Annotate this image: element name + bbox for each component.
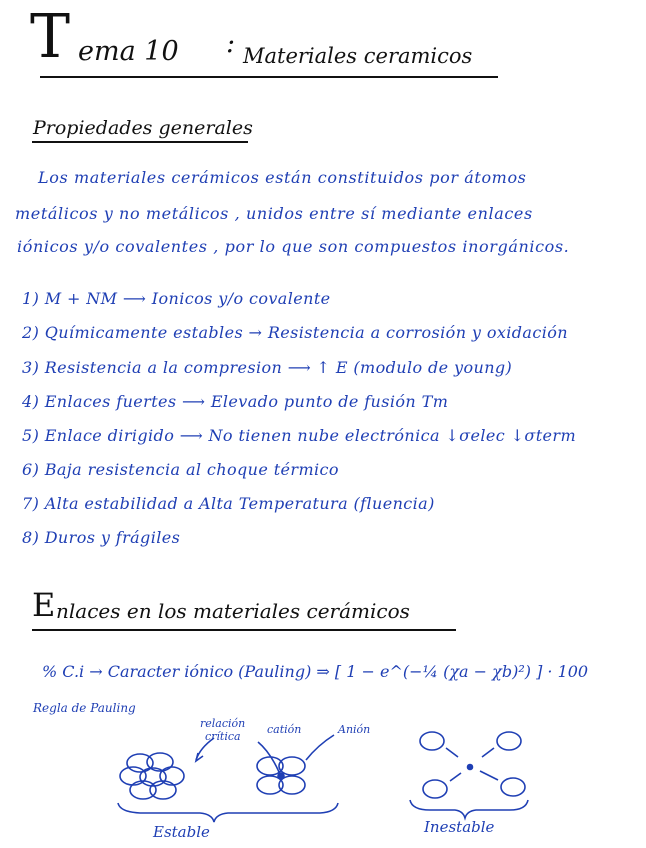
- list-item: 2) Químicamente estables → Resistencia a corrosión y oxidación: [22, 323, 568, 342]
- anion-arrow: [306, 735, 334, 760]
- anion-ellipse: [497, 732, 521, 750]
- bond-line: [482, 748, 494, 757]
- section-heading-propiedades: Propiedades generales: [33, 117, 253, 139]
- title-word: ema 10: [78, 36, 179, 67]
- label-anion: Anión: [338, 723, 371, 736]
- paragraph-line: Los materiales cerámicos están constituidos por átomos: [38, 168, 527, 187]
- stable-brace: [118, 803, 338, 822]
- title-initial: T: [30, 2, 71, 72]
- list-item: 8) Duros y frágiles: [22, 528, 181, 547]
- section2-heading: nlaces en los materiales cerámicos: [56, 599, 410, 623]
- cation-dot: [468, 765, 473, 770]
- pauling-formula: % C.i → Caracter iónico (Pauling) ⇒ [ 1 − e^(−¼ (χa − χb)²) ] · 100: [42, 662, 589, 681]
- caption-unstable: Inestable: [424, 818, 495, 836]
- title-subtitle: Materiales ceramicos: [243, 44, 473, 68]
- label-cation: catión: [267, 723, 302, 736]
- label-relacion: relación: [200, 717, 246, 730]
- list-item: 5) Enlace dirigido ⟶ No tienen nube electrónica ↓σelec ↓σterm: [22, 426, 577, 445]
- title-colon: :: [226, 28, 236, 59]
- anion-ellipse: [501, 778, 525, 796]
- anion-ellipse: [420, 732, 444, 750]
- list-item: 7) Alta estabilidad a Alta Temperatura (fluencia): [22, 494, 435, 513]
- regla-pauling-label: Regla de Pauling: [33, 701, 136, 715]
- ion-ellipse: [160, 767, 184, 785]
- caption-stable: Estable: [153, 823, 210, 841]
- list-item: 6) Baja resistencia al choque térmico: [22, 460, 339, 479]
- list-item: 3) Resistencia a la compresion ⟶ ↑ E (modulo de young): [22, 358, 513, 377]
- list-item: 4) Enlaces fuertes ⟶ Elevado punto de fusión Tm: [22, 392, 449, 411]
- paragraph-line: iónicos y/o covalentes , por lo que son compuestos inorgánicos.: [17, 237, 570, 256]
- unstable-brace: [410, 800, 528, 818]
- anion-ellipse: [423, 780, 447, 798]
- bond-line: [480, 771, 498, 780]
- section2-heading-initial: E: [32, 586, 56, 624]
- paragraph-line: metálicos y no metálicos , unidos entre sí mediante enlaces: [15, 204, 533, 223]
- cation-dot: [278, 773, 284, 779]
- label-critica: crítica: [205, 730, 241, 743]
- bond-line: [450, 773, 461, 781]
- bond-line: [446, 748, 458, 757]
- list-item: 1) M + NM ⟶ Ionicos y/o covalente: [22, 289, 331, 308]
